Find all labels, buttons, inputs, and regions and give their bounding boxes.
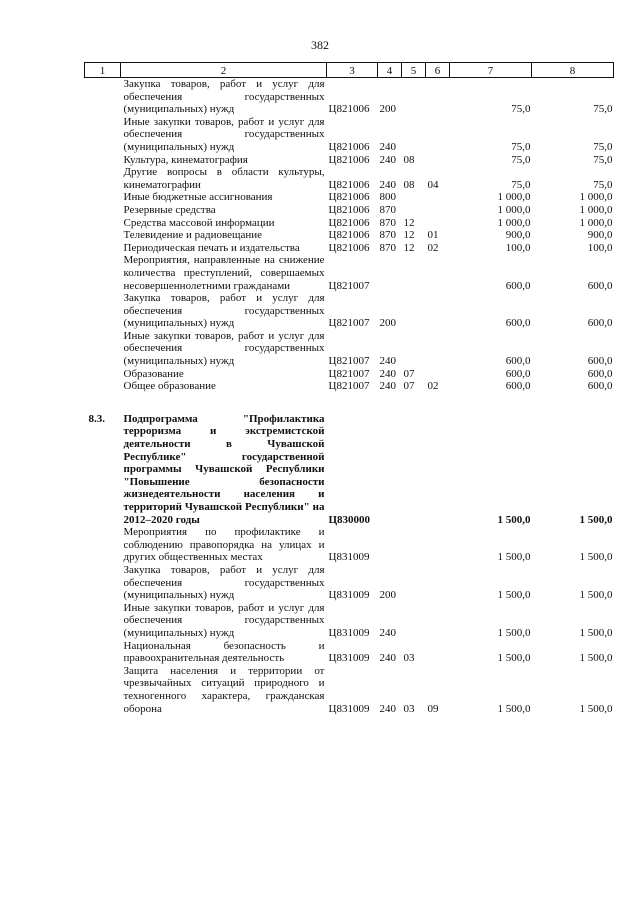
spacer-cell bbox=[85, 393, 614, 413]
row-section bbox=[402, 254, 426, 292]
row-code: Ц821007 bbox=[328, 367, 370, 380]
row-amount-1: 1 000,0 bbox=[497, 203, 531, 216]
column-header-3: 3 bbox=[327, 63, 378, 78]
row-amount-2: 1 500,0 bbox=[579, 551, 613, 564]
row-code: Ц821006 bbox=[328, 216, 370, 229]
row-amount-1: 1 500,0 bbox=[497, 626, 531, 639]
row-name: Телевидение и радиовещание bbox=[123, 229, 263, 242]
row-number bbox=[85, 330, 121, 368]
table-row bbox=[85, 665, 614, 715]
row-number bbox=[85, 166, 121, 191]
row-code: Ц821006 bbox=[328, 191, 370, 204]
row-amount-2: 1 000,0 bbox=[579, 216, 613, 229]
row-code: Ц821007 bbox=[328, 279, 370, 292]
table-row bbox=[85, 217, 614, 230]
row-amount-1: 1 000,0 bbox=[497, 191, 531, 204]
row-amount-1: 1 500,0 bbox=[497, 589, 531, 602]
row-section bbox=[402, 564, 426, 602]
column-header-8: 8 bbox=[532, 63, 614, 78]
row-subsection bbox=[426, 564, 450, 602]
row-expense-type: 870 bbox=[379, 229, 396, 242]
row-number bbox=[85, 242, 121, 255]
row-section bbox=[402, 204, 426, 217]
row-amount-1: 1 500,0 bbox=[497, 551, 531, 564]
row-expense-type: 240 bbox=[379, 367, 396, 380]
row-name: Резервные средства bbox=[123, 203, 216, 216]
row-code: Ц821006 bbox=[328, 103, 370, 116]
row-code: Ц821006 bbox=[328, 140, 370, 153]
row-expense-type: 240 bbox=[379, 626, 396, 639]
row-amount-1: 900,0 bbox=[505, 229, 531, 242]
row-expense-type bbox=[378, 526, 402, 564]
row-number bbox=[85, 602, 121, 640]
row-number bbox=[85, 665, 121, 715]
row-subsection bbox=[426, 640, 450, 665]
row-expense-type: 200 bbox=[379, 589, 396, 602]
table-row bbox=[85, 292, 614, 330]
row-section bbox=[402, 78, 426, 116]
row-subsection bbox=[426, 602, 450, 640]
row-amount-2: 600,0 bbox=[587, 355, 613, 368]
row-subsection bbox=[426, 78, 450, 116]
table-row bbox=[85, 413, 614, 526]
row-code: Ц821007 bbox=[328, 317, 370, 330]
row-name: Подпрограмма "Профилактика терроризма и экстремистской деятельности в Чувашской Республике" государственной программы Чувашской Республики "Повышение безопасности жизнедеятельности населения и территорий Чувашской Республики" на 2012–2020 годы bbox=[123, 412, 325, 526]
row-amount-2: 75,0 bbox=[593, 178, 613, 191]
row-code: Ц821006 bbox=[328, 203, 370, 216]
column-header-6: 6 bbox=[426, 63, 450, 78]
row-name: Образование bbox=[123, 367, 184, 380]
row-amount-1: 1 500,0 bbox=[497, 702, 531, 715]
row-number bbox=[85, 380, 121, 393]
row-number bbox=[85, 254, 121, 292]
row-code: Ц831009 bbox=[328, 626, 370, 639]
row-expense-type: 240 bbox=[379, 140, 396, 153]
row-number bbox=[85, 78, 121, 116]
row-amount-2: 100,0 bbox=[587, 241, 613, 254]
row-subsection bbox=[426, 330, 450, 368]
row-section: 07 bbox=[403, 380, 415, 393]
row-number bbox=[85, 154, 121, 167]
row-expense-type: 870 bbox=[379, 203, 396, 216]
row-code: Ц821006 bbox=[328, 153, 370, 166]
row-expense-type: 240 bbox=[379, 380, 396, 393]
row-amount-2: 900,0 bbox=[587, 229, 613, 242]
row-number bbox=[85, 229, 121, 242]
row-subsection: 04 bbox=[427, 178, 439, 191]
row-code: Ц821006 bbox=[328, 241, 370, 254]
table-row bbox=[85, 78, 614, 116]
row-name: Иные закупки товаров, работ и услуг для обеспечения государственных (муниципальных) нужд bbox=[123, 115, 325, 153]
table-row bbox=[85, 602, 614, 640]
row-section bbox=[402, 602, 426, 640]
row-number: 8.3. bbox=[88, 412, 105, 425]
row-section: 03 bbox=[403, 652, 415, 665]
row-name: Иные закупки товаров, работ и услуг для обеспечения государственных (муниципальных) нужд bbox=[123, 601, 325, 639]
row-subsection bbox=[426, 526, 450, 564]
row-subsection bbox=[426, 154, 450, 167]
row-subsection: 02 bbox=[427, 241, 439, 254]
row-subsection: 01 bbox=[427, 229, 439, 242]
row-subsection bbox=[426, 254, 450, 292]
row-amount-2: 1 500,0 bbox=[579, 589, 613, 602]
row-amount-2: 1 500,0 bbox=[579, 513, 613, 526]
table-row bbox=[85, 229, 614, 242]
row-amount-2: 75,0 bbox=[593, 103, 613, 116]
row-subsection bbox=[426, 413, 450, 526]
row-code: Ц821006 bbox=[328, 178, 370, 191]
row-number bbox=[85, 292, 121, 330]
row-section bbox=[402, 413, 426, 526]
table-row bbox=[85, 640, 614, 665]
row-expense-type: 240 bbox=[379, 702, 396, 715]
row-name: Мероприятия, направленные на снижение количества преступлений, совершаемых несовершеннолетними гражданами bbox=[123, 254, 325, 292]
table-row bbox=[85, 116, 614, 154]
row-name: Иные бюджетные ассигнования bbox=[123, 191, 273, 204]
row-expense-type: 870 bbox=[379, 216, 396, 229]
table-row bbox=[85, 526, 614, 564]
row-name: Национальная безопасность и правоохранительная деятельность bbox=[123, 639, 325, 665]
table-header-row bbox=[85, 63, 614, 78]
table-row bbox=[85, 204, 614, 217]
row-section: 08 bbox=[403, 153, 415, 166]
row-section bbox=[402, 330, 426, 368]
row-subsection bbox=[426, 204, 450, 217]
row-code: Ц830000 bbox=[328, 513, 371, 526]
row-amount-1: 75,0 bbox=[511, 103, 531, 116]
row-amount-2: 600,0 bbox=[587, 317, 613, 330]
row-amount-1: 600,0 bbox=[505, 367, 531, 380]
row-section bbox=[402, 191, 426, 204]
row-number bbox=[85, 368, 121, 381]
row-amount-2: 75,0 bbox=[593, 140, 613, 153]
table-row bbox=[85, 330, 614, 368]
table-row bbox=[85, 564, 614, 602]
row-expense-type bbox=[378, 413, 402, 526]
row-amount-2: 600,0 bbox=[587, 380, 613, 393]
row-name: Периодическая печать и издательства bbox=[123, 241, 300, 254]
row-name: Средства массовой информации bbox=[123, 216, 275, 229]
row-amount-1: 75,0 bbox=[511, 140, 531, 153]
row-number bbox=[85, 564, 121, 602]
row-number bbox=[85, 204, 121, 217]
table-row bbox=[85, 166, 614, 191]
row-amount-2: 600,0 bbox=[587, 279, 613, 292]
row-amount-1: 100,0 bbox=[505, 241, 531, 254]
row-subsection bbox=[426, 217, 450, 230]
table-row bbox=[85, 242, 614, 255]
row-amount-2: 1 500,0 bbox=[579, 652, 613, 665]
row-expense-type: 870 bbox=[379, 241, 396, 254]
row-name: Закупка товаров, работ и услуг для обеспечения государственных (муниципальных) нужд bbox=[123, 78, 325, 116]
row-amount-1: 75,0 bbox=[511, 153, 531, 166]
row-number bbox=[85, 526, 121, 564]
page-number: 382 bbox=[311, 38, 329, 52]
column-header-5: 5 bbox=[402, 63, 426, 78]
table-row bbox=[85, 368, 614, 381]
row-code: Ц821007 bbox=[328, 355, 370, 368]
column-header-4: 4 bbox=[378, 63, 402, 78]
row-code: Ц831009 bbox=[328, 589, 370, 602]
row-amount-1: 600,0 bbox=[505, 380, 531, 393]
row-amount-2: 1 500,0 bbox=[579, 626, 613, 639]
row-expense-type: 240 bbox=[379, 178, 396, 191]
table-row bbox=[85, 191, 614, 204]
row-name: Закупка товаров, работ и услуг для обеспечения государственных (муниципальных) нужд bbox=[123, 292, 325, 330]
row-name: Другие вопросы в области культуры, кинематографии bbox=[123, 166, 325, 191]
row-section: 08 bbox=[403, 178, 415, 191]
column-header-2: 2 bbox=[121, 63, 327, 78]
row-amount-1: 600,0 bbox=[505, 279, 531, 292]
row-name: Мероприятия по профилактике и соблюдению правопорядка на улицах и других общественных местах bbox=[123, 526, 325, 564]
row-code: Ц831009 bbox=[328, 652, 370, 665]
row-expense-type: 800 bbox=[379, 191, 396, 204]
row-section bbox=[402, 526, 426, 564]
row-amount-1: 75,0 bbox=[511, 178, 531, 191]
row-expense-type: 200 bbox=[379, 317, 396, 330]
row-number bbox=[85, 640, 121, 665]
row-name: Защита населения и территории от чрезвычайных ситуаций природного и техногенного характера, гражданская оборона bbox=[123, 664, 325, 715]
row-name: Закупка товаров, работ и услуг для обеспечения государственных (муниципальных) нужд bbox=[123, 563, 325, 602]
row-code: Ц821007 bbox=[328, 380, 370, 393]
row-subsection bbox=[426, 292, 450, 330]
row-number bbox=[85, 191, 121, 204]
budget-table bbox=[84, 62, 614, 715]
row-amount-2: 75,0 bbox=[593, 153, 613, 166]
row-number bbox=[85, 217, 121, 230]
row-subsection: 09 bbox=[427, 702, 439, 715]
row-subsection bbox=[426, 116, 450, 154]
row-amount-2: 1 500,0 bbox=[579, 702, 613, 715]
table-row bbox=[85, 254, 614, 292]
table-body bbox=[85, 78, 614, 716]
table-row bbox=[85, 380, 614, 393]
row-section bbox=[402, 116, 426, 154]
row-subsection bbox=[426, 191, 450, 204]
row-amount-1: 1 000,0 bbox=[497, 216, 531, 229]
row-expense-type bbox=[378, 254, 402, 292]
row-subsection: 02 bbox=[427, 380, 439, 393]
row-amount-1: 600,0 bbox=[505, 355, 531, 368]
column-header-7: 7 bbox=[450, 63, 532, 78]
row-expense-type: 240 bbox=[379, 652, 396, 665]
table-row bbox=[85, 154, 614, 167]
row-section: 12 bbox=[403, 241, 415, 254]
row-amount-1: 1 500,0 bbox=[497, 513, 531, 526]
row-name: Общее образование bbox=[123, 380, 216, 393]
row-amount-1: 600,0 bbox=[505, 317, 531, 330]
column-header-1: 1 bbox=[85, 63, 121, 78]
row-code: Ц831009 bbox=[328, 551, 370, 564]
row-number bbox=[85, 116, 121, 154]
row-code: Ц821006 bbox=[328, 229, 370, 242]
row-amount-2: 1 000,0 bbox=[579, 191, 613, 204]
row-amount-1: 1 500,0 bbox=[497, 652, 531, 665]
row-name: Культура, кинематография bbox=[123, 153, 248, 166]
row-section bbox=[402, 292, 426, 330]
row-amount-2: 1 000,0 bbox=[579, 203, 613, 216]
row-spacer bbox=[85, 393, 614, 413]
row-expense-type: 240 bbox=[379, 153, 396, 166]
row-section: 12 bbox=[403, 229, 415, 242]
row-expense-type: 240 bbox=[379, 355, 396, 368]
row-code: Ц831009 bbox=[328, 702, 370, 715]
row-section: 07 bbox=[403, 367, 415, 380]
row-subsection bbox=[426, 368, 450, 381]
row-amount-2: 600,0 bbox=[587, 367, 613, 380]
row-name: Иные закупки товаров, работ и услуг для обеспечения государственных (муниципальных) нужд bbox=[123, 329, 325, 368]
row-section: 03 bbox=[403, 702, 415, 715]
row-expense-type: 200 bbox=[379, 103, 396, 116]
row-section: 12 bbox=[403, 216, 415, 229]
